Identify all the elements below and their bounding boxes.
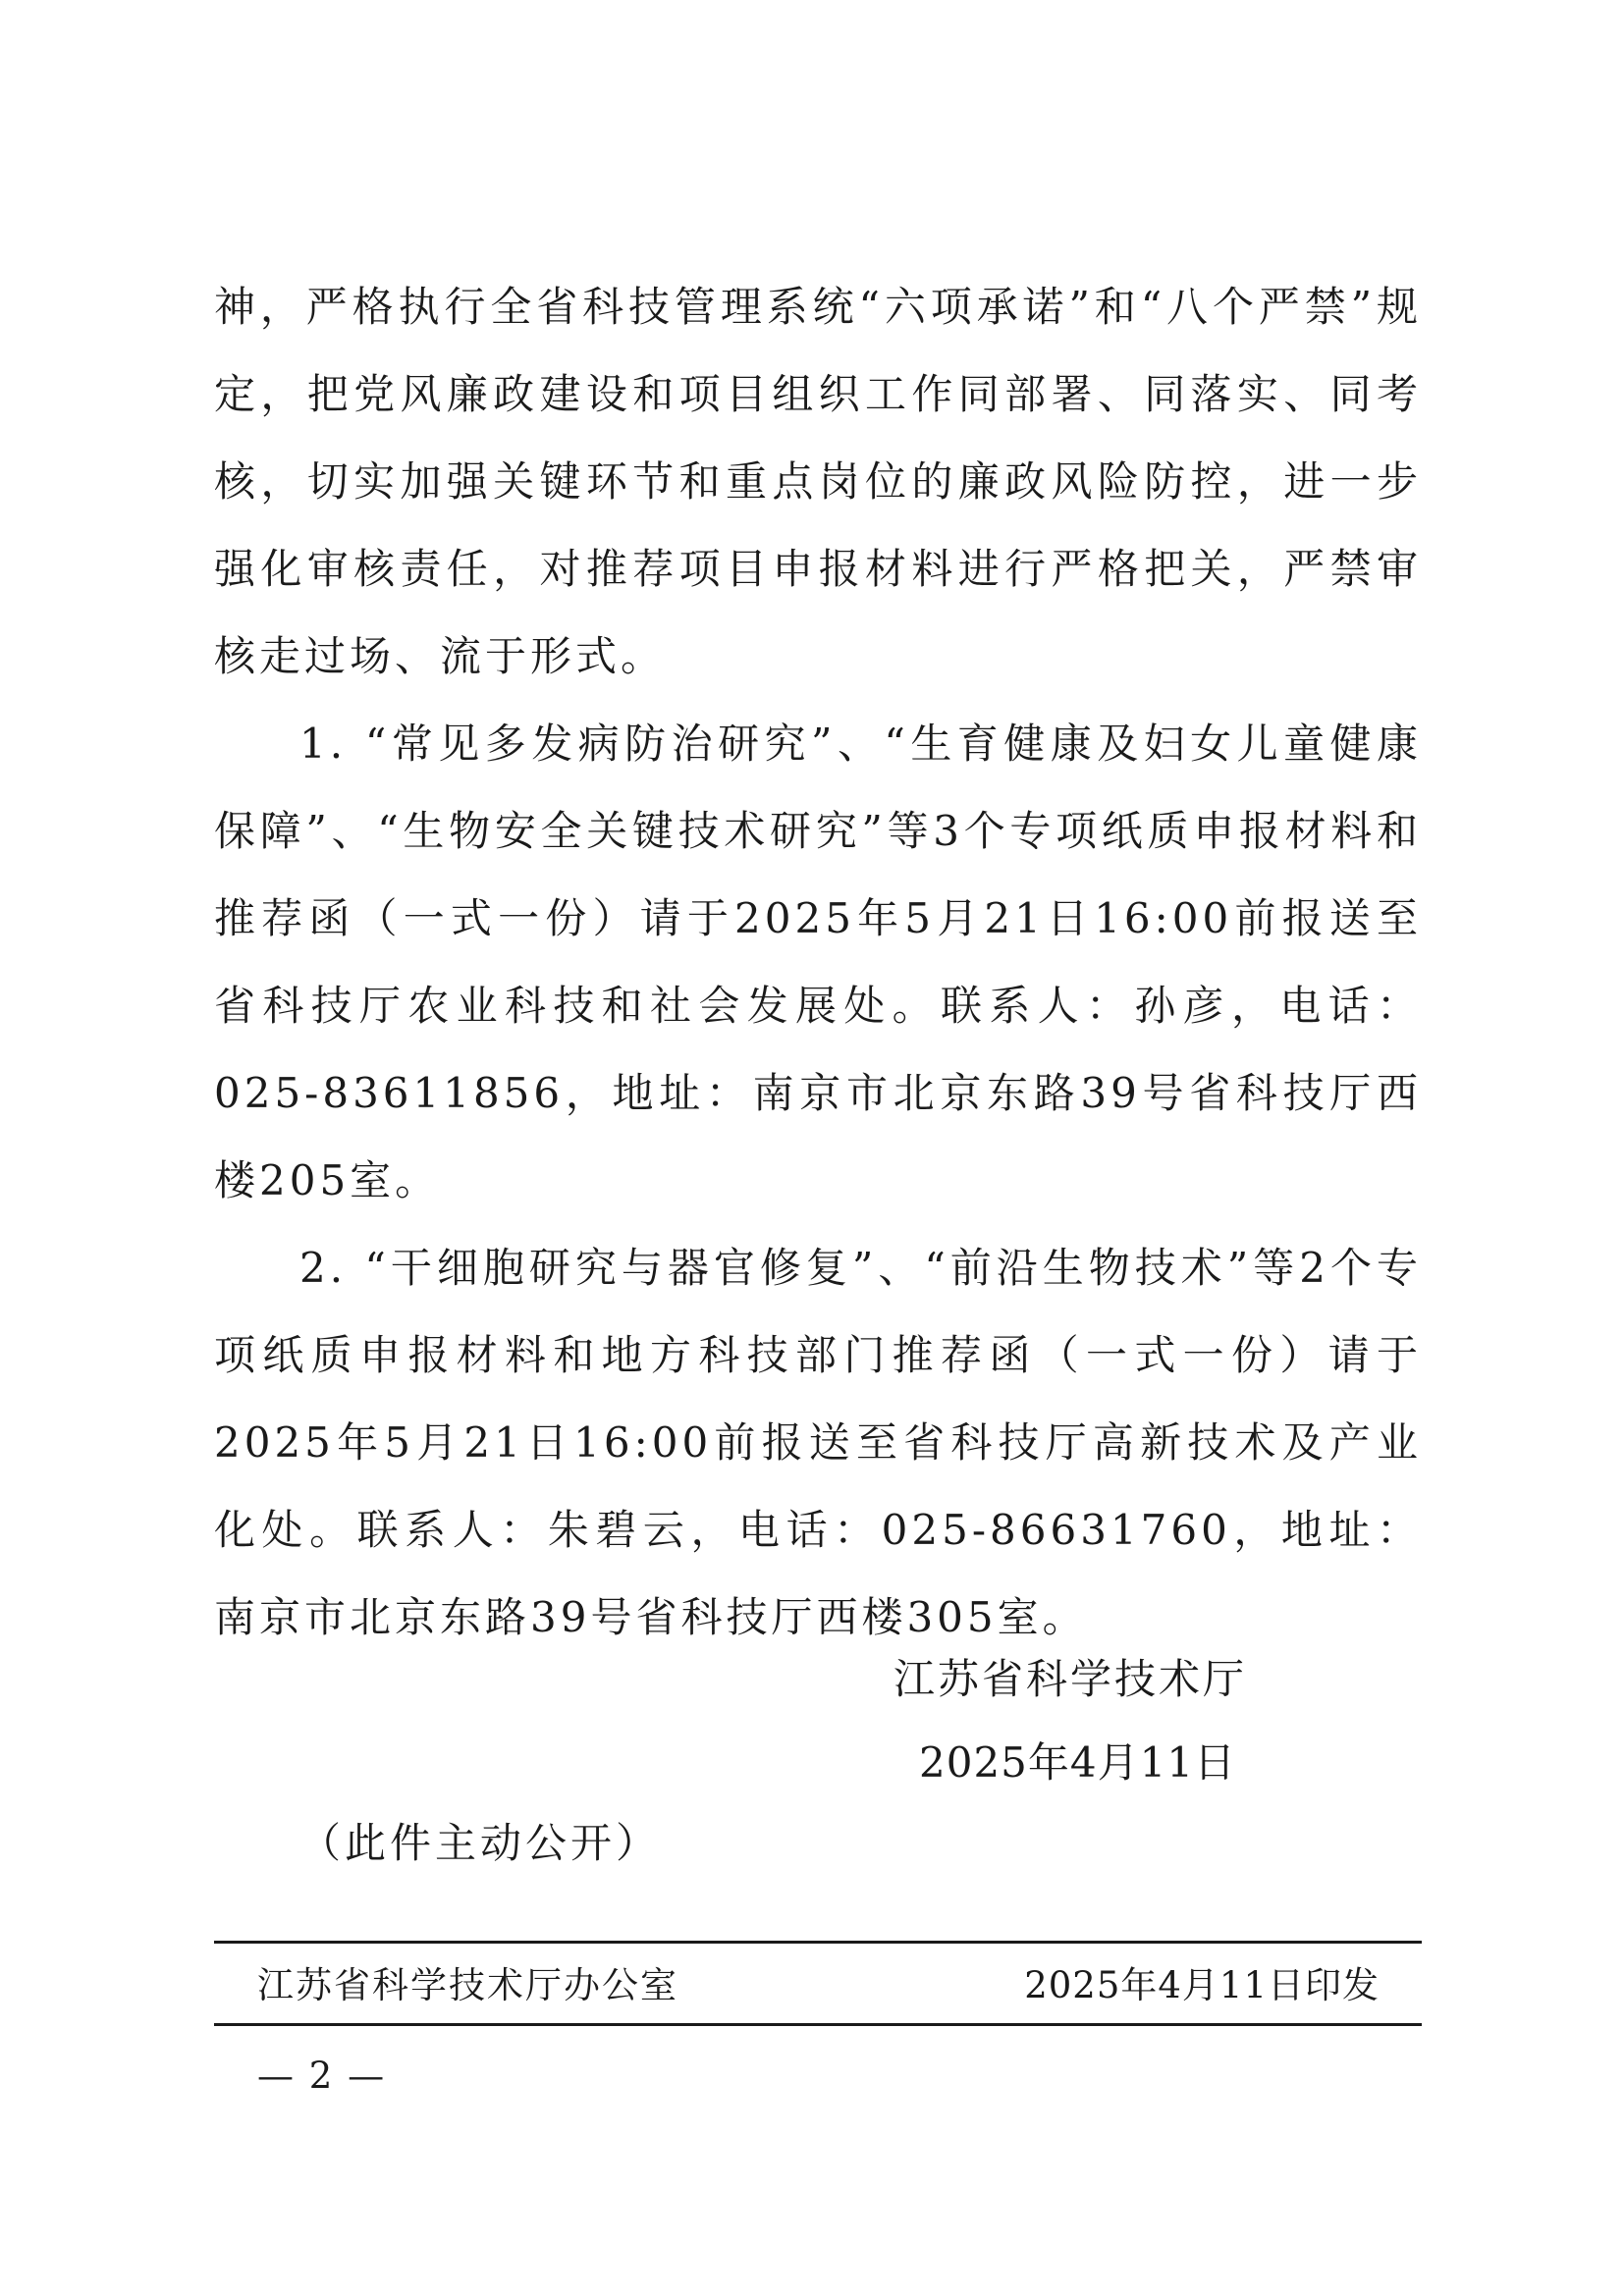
footer-issuer: 江苏省科学技术厅办公室 — [257, 1964, 678, 2006]
paragraph-continuation: 神，严格执行全省科技管理系统“六项承诺”和“八个严禁”规定，把党风廉政建设和项目组织工作同部署、同落实、同考核，切实加强关键环节和重点岗位的廉政风险防控，进一步强化审核责任，对推荐项目申报材料进行严格把关，严禁审核走过场、流于形式。 — [214, 283, 1422, 680]
footer-top-rule — [214, 1941, 1422, 1944]
document-body — [214, 263, 1422, 1661]
paragraph-item-2: 2. “干细胞研究与器官修复”、“前沿生物技术”等2个专项纸质申报材料和地方科技部门推荐函（一式一份）请于2025年5月21日16:00前报送至省科技厅高新技术及产业化处。联系人：朱碧云，电话：025-86631760，地址：南京市北京东路39号省科技厅西楼305室。 — [214, 1244, 1422, 1641]
signature-organization: 江苏省科学技术厅 — [893, 1655, 1248, 1703]
footer-issue-date: 2025年4月11日印发 — [1024, 1964, 1380, 2006]
signature-date: 2025年4月11日 — [919, 1738, 1237, 1787]
paragraph-item-1: 1. “常见多发病防治研究”、“生育健康及妇女儿童健康保障”、“生物安全关键技术研究”等3个专项纸质申报材料和推荐函（一式一份）请于2025年5月21日16:00前报送至省科技厅农业科技和社会发展处。联系人：孙彦，电话：025-83611856，地址：南京市北京东路39号省科技厅西楼205室。 — [214, 720, 1422, 1204]
public-disclosure-note: （此件主动公开） — [299, 1819, 662, 1867]
footer-bottom-rule — [214, 2023, 1422, 2026]
page-number: — 2 — — [257, 2055, 387, 2097]
